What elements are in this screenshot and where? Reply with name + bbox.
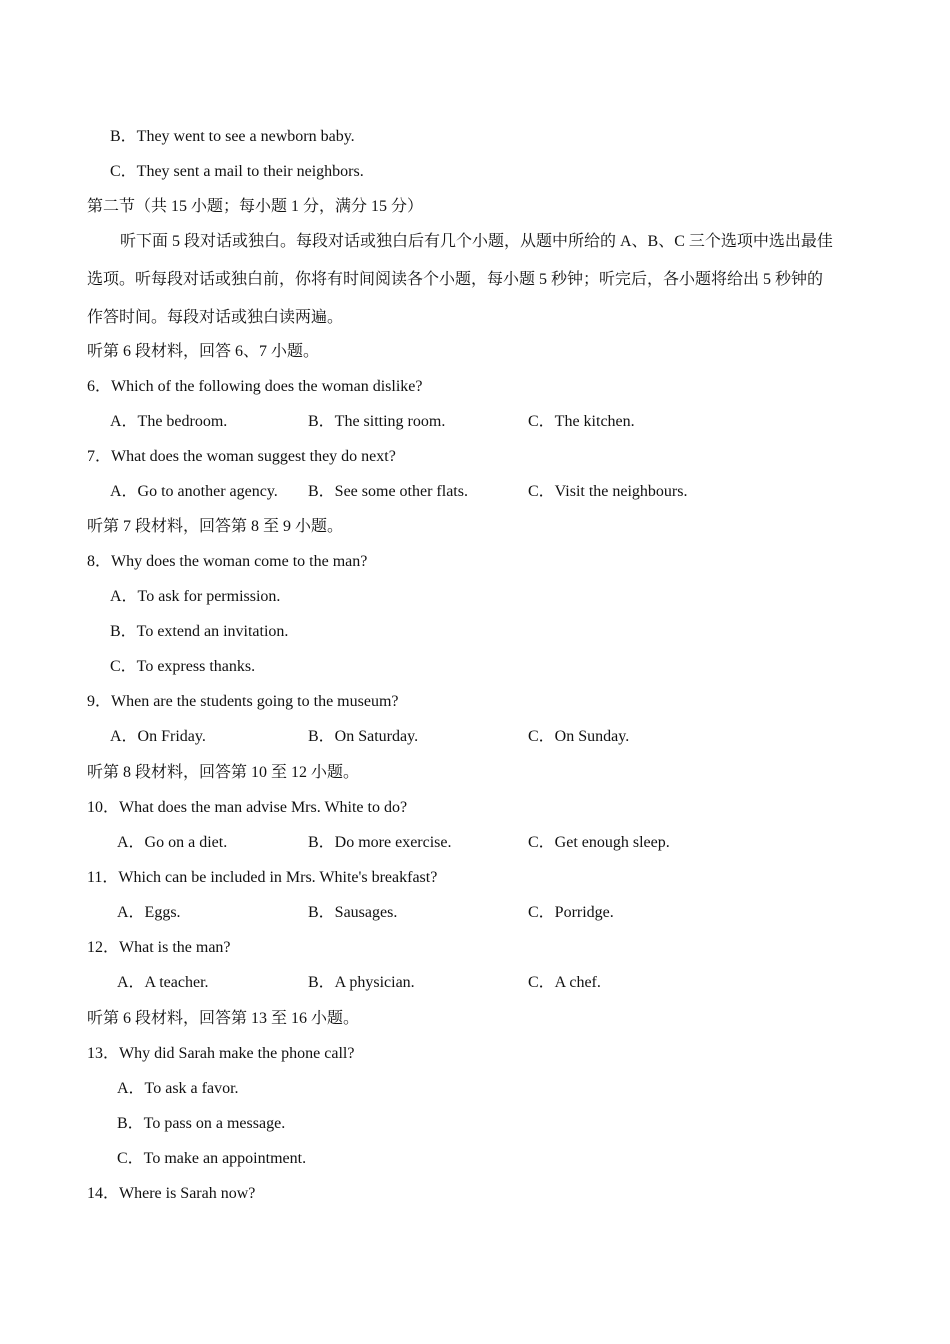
question-stem: 9．When are the students going to the museum? (87, 693, 399, 710)
option-a: A．Go on a diet. (117, 834, 228, 851)
group-heading: 听第 8 段材料，回答第 10 至 12 小题。 (87, 764, 360, 781)
question-stem: 10．What does the man advise Mrs. White to do? (87, 799, 408, 816)
group-heading: 听第 7 段材料，回答第 8 至 9 小题。 (87, 518, 344, 535)
option-b: B．A physician. (308, 974, 415, 991)
group-heading: 听第 6 段材料，回答 6、7 小题。 (87, 343, 320, 360)
question-stem: 14．Where is Sarah now? (87, 1185, 256, 1202)
option-b: B．Sausages. (308, 904, 398, 921)
instruction-line: 选项。听每段对话或独白前，你将有时间阅读各个小题，每小题 5 秒钟；听完后，各小题将给出 5 秒钟的 (87, 271, 824, 288)
question-stem: 6．Which of the following does the woman dislike? (87, 378, 423, 395)
option-a: A．To ask for permission. (110, 588, 281, 605)
option-b: B．On Saturday. (308, 728, 419, 745)
option-c: C．Visit the neighbours. (528, 483, 688, 500)
option-c: C．To express thanks. (110, 658, 256, 675)
instruction-line: 听下面 5 段对话或独白。每段对话或独白后有几个小题，从题中所给的 A、B、C 三个选项中选出最佳 (120, 233, 833, 250)
option-a: A．The bedroom. (110, 413, 228, 430)
option-b: B．See some other flats. (308, 483, 468, 500)
option-b: B．To pass on a message. (117, 1115, 286, 1132)
option-c: C．Porridge. (528, 904, 614, 921)
option-c: C．Get enough sleep. (528, 834, 670, 851)
option-c: C．The kitchen. (528, 413, 635, 430)
option-line: C．They sent a mail to their neighbors. (110, 163, 364, 180)
question-stem: 8．Why does the woman come to the man? (87, 553, 368, 570)
option-c: C．On Sunday. (528, 728, 630, 745)
option-c: C．To make an appointment. (117, 1150, 307, 1167)
option-a: A．Go to another agency. (110, 483, 278, 500)
option-a: A．A teacher. (117, 974, 209, 991)
option-b: B．The sitting room. (308, 413, 446, 430)
option-line: B．They went to see a newborn baby. (110, 128, 355, 145)
option-b: B．Do more exercise. (308, 834, 452, 851)
option-a: A．On Friday. (110, 728, 206, 745)
question-stem: 12．What is the man? (87, 939, 231, 956)
option-a: A．Eggs. (117, 904, 181, 921)
question-stem: 7．What does the woman suggest they do next? (87, 448, 396, 465)
question-stem: 11．Which can be included in Mrs. White's breakfast? (87, 869, 438, 886)
option-a: A．To ask a favor. (117, 1080, 239, 1097)
question-stem: 13．Why did Sarah make the phone call? (87, 1045, 355, 1062)
option-b: B．To extend an invitation. (110, 623, 289, 640)
instruction-line: 作答时间。每段对话或独白读两遍。 (87, 309, 344, 326)
section-title: 第二节（共 15 小题；每小题 1 分，满分 15 分） (87, 198, 424, 215)
group-heading: 听第 6 段材料，回答第 13 至 16 小题。 (87, 1010, 360, 1027)
option-c: C．A chef. (528, 974, 601, 991)
